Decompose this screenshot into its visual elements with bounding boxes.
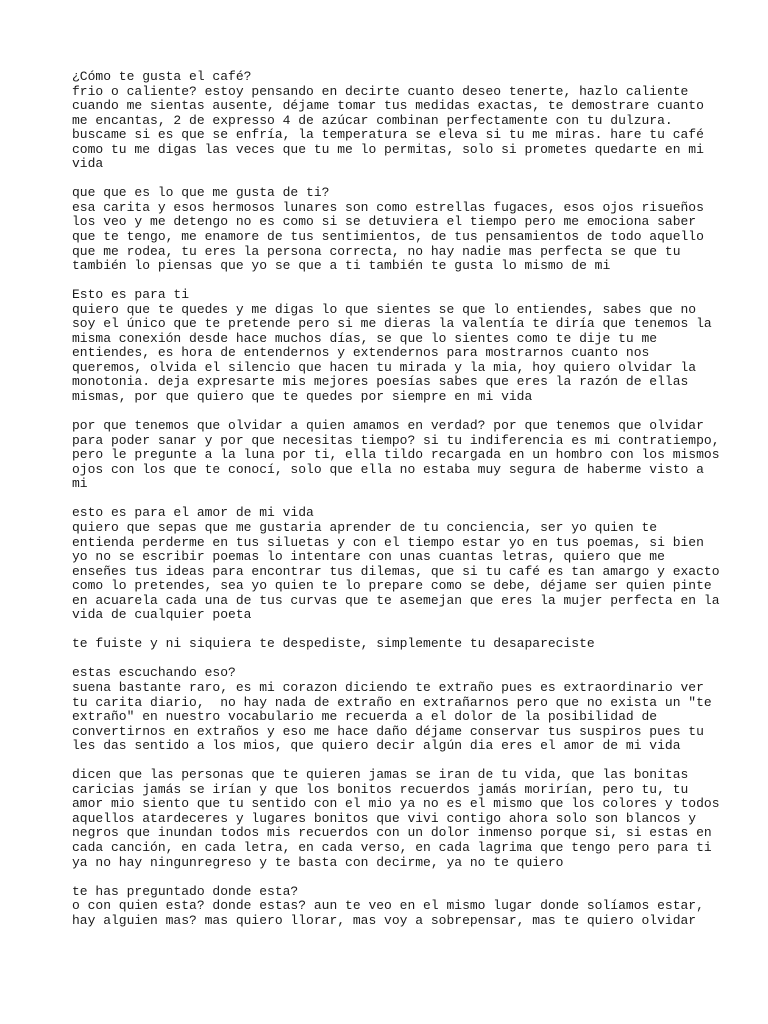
text-line: frio o caliente? estoy pensando en decirte cuanto deseo tenerte, hazlo caliente [72,83,689,99]
text-line: como tu me digas las veces que tu me lo permitas, solo si prometes quedarte en mi [72,141,704,157]
stanza [72,288,752,404]
stanza [72,70,752,172]
text-line: aquellos atardeceres y lugares bonitos que vivi contigo ahora solo son blancos y [72,810,697,826]
text-line: buscame si es que se enfría, la temperatura se eleva si tu me miras. hare tu café [72,127,704,143]
text-line: por que tenemos que olvidar a quien amamos en verdad? por que tenemos que olvidar [72,418,704,434]
text-line: que que es lo que me gusta de ti? [72,185,330,201]
text-line: tu carita diario, no hay nada de extraño en extrañarnos pero que no exista un "te [72,694,712,710]
document-page [72,70,752,943]
text-line: les das sentido a los mios, que quiero decir algún dia eres el amor de mi vida [72,738,681,754]
stanza [72,419,752,492]
text-line: te fuiste y ni siquiera te despediste, simplemente tu desapareciste [72,636,595,652]
text-line: te has preguntado donde esta? [72,883,299,899]
stanza [72,885,752,929]
text-line: misma conexión desde hace muchos días, se que lo sientes como te dije tu me [72,330,658,346]
text-line: amor mio siento que tu sentido con el mio ya no es el mismo que los colores y todos [72,796,720,812]
stanza [72,666,752,753]
text-line: o con quien esta? donde estas? aun te veo en el mismo lugar donde solíamos estar, [72,898,704,914]
text-line: yo no se escribir poemas lo intentare con unas cuantas letras, quiero que me [72,549,665,565]
text-line: monotonia. deja expresarte mis mejores poesías sabes que eres la razón de ellas [72,374,689,390]
text-line: enseñes tus ideas para encontrar tus dilemas, que si tu café es tan amargo y exacto [72,563,720,579]
text-line: ojos con los que te conocí, solo que ella no estaba muy segura de haberme visto a [72,461,704,477]
text-line: vida [72,156,104,172]
text-line: cada canción, en cada letra, en cada verso, en cada lagrima que tengo pero para ti [72,839,712,855]
text-line: como lo pretendes, sea yo quien te lo prepare como se debe, déjame ser quien pinte [72,578,712,594]
text-line: negros que inundan todos mis recuerdos con un dolor inmenso porque si, si estas en [72,825,712,841]
text-line: vida de cualquier poeta [72,607,252,623]
text-line: entiendes, es hora de entendernos y extendernos para mostrarnos cuanto nos [72,345,650,361]
text-line: ¿Cómo te gusta el café? [72,69,252,84]
text-line: Esto es para ti [72,287,190,303]
text-line: me encantas, 2 de expresso 4 de azúcar combinan perfectamente con tu dulzura. [72,112,673,128]
text-line: suena bastante raro, es mi corazon diciendo te extraño pues es extraordinario ver [72,679,704,695]
text-line: pero le pregunte a la luna por ti, ella tildo recargada en un hombro con los mismos [72,447,720,463]
text-line: que me rodea, tu eres la persona correcta, no hay nadie mas perfecta se que tu [72,243,681,259]
text-line: entienda perderme en tus siluetas y con el tiempo estar yo en tus poemas, si bien [72,534,704,550]
text-line: estas escuchando eso? [72,665,236,681]
text-line: mismas, por que quiero que te quedes por siempre en mi vida [72,389,533,405]
text-line: esa carita y esos hermosos lunares son como estrellas fugaces, esos ojos risueños [72,199,704,215]
text-line: extraño" en nuestro vocabulario me recuerda a el dolor de la posibilidad de [72,709,658,725]
text-line: ya no hay ningunregreso y te basta con decirme, ya no te quiero [72,854,564,870]
text-line: dicen que las personas que te quieren jamas se iran de tu vida, que las bonitas [72,767,689,783]
text-line: convertirnos en extraños y eso me hace daño déjame conservar tus suspiros pues tu [72,723,704,739]
text-line: quiero que sepas que me gustaria aprender de tu conciencia, ser yo quien te [72,519,658,535]
text-line: queremos, olvida el silencio que hacen tu mirada y la mia, hoy quiero olvidar la [72,359,697,375]
stanza [72,637,752,652]
text-line: esto es para el amor de mi vida [72,505,314,521]
text-line: cuando me sientas ausente, déjame tomar tus medidas exactas, te demostrare cuanto [72,98,704,114]
text-line: para poder sanar y por que necesitas tiempo? si tu indiferencia es mi contratiempo, [72,432,720,448]
text-line: mi [72,476,88,492]
text-line: caricias jamás se irían y que los bonitos recuerdos jamás morirían, pero tu, tu [72,781,689,797]
stanza [72,186,752,273]
text-line: quiero que te quedes y me digas lo que sientes se que lo entiendes, sabes que no [72,301,697,317]
text-line: hay alguien mas? mas quiero llorar, mas voy a sobrepensar, mas te quiero olvidar [72,912,697,928]
text-line: los veo y me detengo no es como si se detuviera el tiempo pero me emociona saber [72,214,697,230]
stanza [72,506,752,622]
text-line: que te tengo, me enamore de tus sentimientos, de tus pensamientos de todo aquello [72,229,704,245]
stanza [72,768,752,870]
text-line: también lo piensas que yo se que a ti también te gusta lo mismo de mi [72,258,611,274]
text-line: en acuarela cada una de tus curvas que te asemejan que eres la mujer perfecta en la [72,592,720,608]
text-line: soy el único que te pretende pero si me dieras la valentía te diría que tenemos la [72,316,712,332]
